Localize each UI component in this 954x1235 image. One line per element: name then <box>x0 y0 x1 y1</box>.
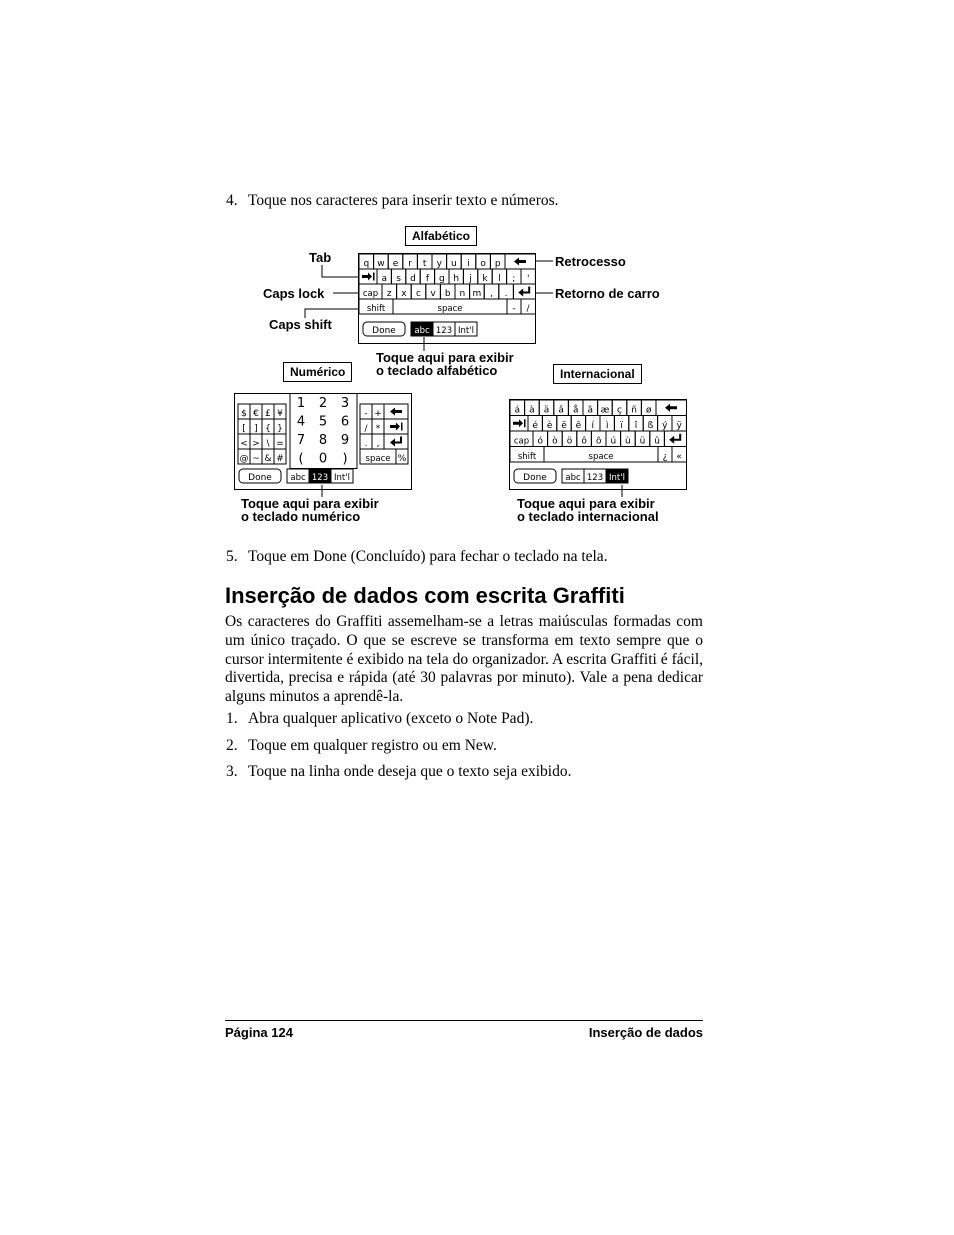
intl-key-label: â <box>558 405 564 416</box>
numeric-sym-key-label: { <box>265 424 271 434</box>
backspace-icon <box>390 408 402 416</box>
numeric-digit: 6 <box>340 414 350 430</box>
step-text: Toque em qualquer registro ou em New. <box>248 737 497 754</box>
numeric-sym-key-label: ¥ <box>277 409 283 419</box>
step-number: 5. <box>226 548 238 565</box>
intl-key-label: å <box>572 405 579 416</box>
numeric-op-label: . <box>364 439 368 449</box>
numeric-sym-key-label: & <box>264 454 272 464</box>
alpha-key-label: ; <box>512 274 516 284</box>
intl-key-label: ô <box>581 436 587 447</box>
alpha-key-label: y <box>436 259 442 269</box>
alpha-key-label: b <box>444 289 451 299</box>
alpha-intl-label: Int'l <box>458 326 474 336</box>
numeric-digit: 8 <box>318 433 328 448</box>
intl-key-label: û <box>654 436 660 447</box>
callout-toque-alfa-2: o teclado alfabético <box>376 363 498 378</box>
intl-key-label: è <box>546 421 553 431</box>
intl-space-label: space <box>588 452 614 462</box>
callout-toque-int-1: Toque aqui para exibir <box>517 496 655 511</box>
intl-key-label: í <box>591 421 595 431</box>
callout-caps-lock: Caps lock <box>263 286 325 301</box>
step-number: 2. <box>226 737 238 754</box>
alpha-shift-label: shift <box>366 304 386 314</box>
return-icon <box>669 434 681 444</box>
intl-num-label: 123 <box>586 473 604 483</box>
intl-guill-label: « <box>676 452 682 462</box>
alpha-key-label: e <box>392 259 399 269</box>
alpha-key-label: p <box>494 259 501 269</box>
intl-key-label: ö <box>566 436 573 447</box>
keyboard-numeric <box>234 393 414 496</box>
callout-toque-alfa-1: Toque aqui para exibir <box>376 350 514 365</box>
step-1 <box>226 710 533 728</box>
alpha-key-label: j <box>469 274 472 284</box>
alpha-key-label: o <box>480 259 486 269</box>
numeric-sym-key-label: £ <box>265 409 271 419</box>
intl-key-label: õ <box>595 436 602 447</box>
callout-tab: Tab <box>309 250 332 265</box>
intl-key-label: î <box>634 421 638 431</box>
step-number: 4. <box>226 192 238 209</box>
intl-key-label: æ <box>600 405 610 416</box>
alpha-key-label: u <box>451 259 457 269</box>
intl-key-label: á <box>514 405 521 416</box>
numeric-digit: 5 <box>318 414 328 430</box>
alpha-key-label: a <box>381 274 387 284</box>
alpha-done-label: Done <box>372 326 396 336</box>
alpha-key-label: w <box>377 259 385 269</box>
intl-key-label: ý <box>662 421 668 431</box>
intl-key-label: ë <box>561 421 567 431</box>
numeric-sym-key-label: > <box>252 439 260 449</box>
intl-shift-label: shift <box>517 452 537 462</box>
numeric-digit: 1 <box>296 396 306 411</box>
numeric-sym-key-label: } <box>277 424 283 434</box>
intl-done-label: Done <box>523 473 547 483</box>
intl-key-label: ú <box>610 436 617 447</box>
backspace-icon <box>665 404 677 412</box>
intl-invq-label: ¿ <box>662 452 668 462</box>
intl-key-label: ï <box>620 421 623 431</box>
backspace-icon <box>514 258 526 266</box>
alpha-key-label: , <box>490 289 493 299</box>
callout-toque-num-2: o teclado numérico <box>241 509 361 524</box>
alpha-key-label: . <box>504 289 508 299</box>
alpha-num-label: 123 <box>435 326 453 336</box>
step-text: Toque em Done (Concluído) para fechar o teclado na tela. <box>248 548 608 565</box>
numeric-sym-key-label: € <box>253 409 259 419</box>
footer-page-number: Página 124 <box>225 1025 293 1040</box>
alpha-key-label: d <box>410 274 416 284</box>
numeric-op-label: , <box>376 439 380 449</box>
intl-intl-label: Int'l <box>609 473 625 483</box>
numeric-sym-key-label: ~ <box>252 454 260 464</box>
alpha-key-label: r <box>408 259 412 269</box>
alpha-key-label: h <box>453 274 460 284</box>
leader-caps-shift <box>305 309 359 318</box>
intl-key-label: ñ <box>631 405 637 416</box>
alpha-dash-label: - <box>512 304 516 314</box>
intl-abc-label: abc <box>565 473 581 483</box>
intl-key-label: ê <box>575 421 582 431</box>
numeric-sym-key-label: ] <box>254 424 258 434</box>
alpha-key-label: l <box>498 274 501 284</box>
numeric-sym-key-label: $ <box>241 409 247 419</box>
alpha-key-label: g <box>438 274 445 284</box>
alpha-key-label: c <box>416 289 421 299</box>
intl-key-label: é <box>532 421 538 431</box>
numeric-op-label: - <box>364 409 368 419</box>
section-heading: Inserção de dados com escrita Graffiti <box>225 583 625 608</box>
intl-key-label: ø <box>645 405 652 416</box>
numeric-digit: 2 <box>318 396 328 411</box>
alpha-key-label: z <box>386 289 392 299</box>
callout-toque-num-1: Toque aqui para exibir <box>241 496 379 511</box>
numeric-sym-key-label: < <box>240 439 248 449</box>
numeric-digit: 3 <box>340 396 350 411</box>
tab-icon <box>362 273 375 281</box>
numeric-digit: 9 <box>340 433 350 448</box>
callout-toque-int-2: o teclado internacional <box>517 509 659 524</box>
intl-key-label: ó <box>537 436 544 447</box>
intl-key-label: ù <box>625 436 631 447</box>
alpha-key-label: x <box>401 289 407 299</box>
tab-icon <box>390 423 403 431</box>
numeric-sym-key-label: = <box>276 439 284 449</box>
numeric-abc-label: abc <box>290 473 306 483</box>
alpha-key-label: ' <box>526 274 530 284</box>
intl-key-label: à <box>529 405 535 416</box>
numeric-digit: ( <box>298 451 304 467</box>
tab-icon <box>513 419 526 427</box>
alpha-abc-label: abc <box>414 326 430 336</box>
alpha-key-label: n <box>459 289 466 299</box>
return-icon <box>390 437 402 447</box>
return-icon <box>518 287 530 297</box>
body-paragraph: Os caracteres do Graffiti assemelham-se a letras maiúsculas formadas com um único traçado. O que se escreve se transforma em texto sempre que o cursor intermitente é exibido na tela do organizador. A escrita Graffiti é fácil, divertida, precisa e rápida (até 30 palavras por minuto). Vale a pena dedicar alguns minutos a aprendê-la. <box>225 613 703 706</box>
alpha-key-label: m <box>472 289 482 299</box>
label-alfabetico: Alfabético <box>405 226 477 246</box>
numeric-num-label: 123 <box>311 473 329 483</box>
step-text: Toque na linha onde deseja que o texto seja exibido. <box>248 763 572 780</box>
intl-key-label: ã <box>587 405 594 416</box>
alpha-cap-label: cap <box>362 289 379 299</box>
alpha-key-label: i <box>467 259 470 269</box>
label-numerico: Numérico <box>283 362 352 382</box>
numeric-sym-key-label: @ <box>239 454 249 464</box>
alpha-key-label: v <box>430 289 436 299</box>
alpha-key-label: t <box>422 259 427 269</box>
intl-key-label: ÿ <box>676 421 682 431</box>
footer-rule <box>225 1020 703 1021</box>
alpha-key-label: k <box>482 274 488 284</box>
keyboard-alphabetic <box>358 253 538 350</box>
step-3 <box>226 763 571 781</box>
numeric-digit: ) <box>342 451 348 467</box>
numeric-sym-key-label: [ <box>242 424 246 434</box>
alpha-key-label: f <box>425 274 429 284</box>
footer-section-title: Inserção de dados <box>588 1025 703 1040</box>
alpha-key-label: s <box>396 274 401 284</box>
label-internacional: Internacional <box>553 364 642 384</box>
step-5 <box>226 548 608 566</box>
numeric-op-label: + <box>374 409 382 419</box>
intl-key-label: ò <box>552 436 558 447</box>
step-text: Abra qualquer aplicativo (exceto o Note Pad). <box>248 710 534 727</box>
numeric-op-label: / <box>364 424 368 434</box>
intl-key-label: ç <box>617 405 622 416</box>
numeric-digit: 7 <box>296 433 306 448</box>
numeric-sym-key-label: \ <box>266 439 270 449</box>
callout-retrocesso: Retrocesso <box>555 254 626 269</box>
alpha-slash-label: / <box>526 304 530 314</box>
leader-tab <box>322 265 358 277</box>
intl-key-label: ì <box>605 421 609 431</box>
step-number: 3. <box>226 763 238 780</box>
intl-key-label: ß <box>647 421 654 431</box>
numeric-done-label: Done <box>248 473 272 483</box>
intl-key-label: ä <box>543 405 550 416</box>
numeric-op-label: * <box>375 424 381 434</box>
intl-cap-label: cap <box>513 436 530 447</box>
alpha-key-label: q <box>363 259 370 269</box>
keyboard-international <box>509 399 689 496</box>
callout-retorno: Retorno de carro <box>555 286 660 301</box>
step-text: Toque nos caracteres para inserir texto e números. <box>248 192 559 209</box>
numeric-sym-key-label: # <box>276 454 284 464</box>
step-number: 1. <box>226 710 238 727</box>
intl-key-label: ü <box>639 436 646 447</box>
alpha-space-label: space <box>437 304 463 314</box>
numeric-digit: 4 <box>296 414 306 430</box>
numeric-digit: 0 <box>318 451 328 467</box>
step-2 <box>226 737 497 755</box>
numeric-space-label: space <box>365 454 391 464</box>
numeric-op-label: % <box>397 454 407 464</box>
callout-caps-shift: Caps shift <box>269 317 332 332</box>
numeric-intl-label: Int'l <box>334 473 350 483</box>
